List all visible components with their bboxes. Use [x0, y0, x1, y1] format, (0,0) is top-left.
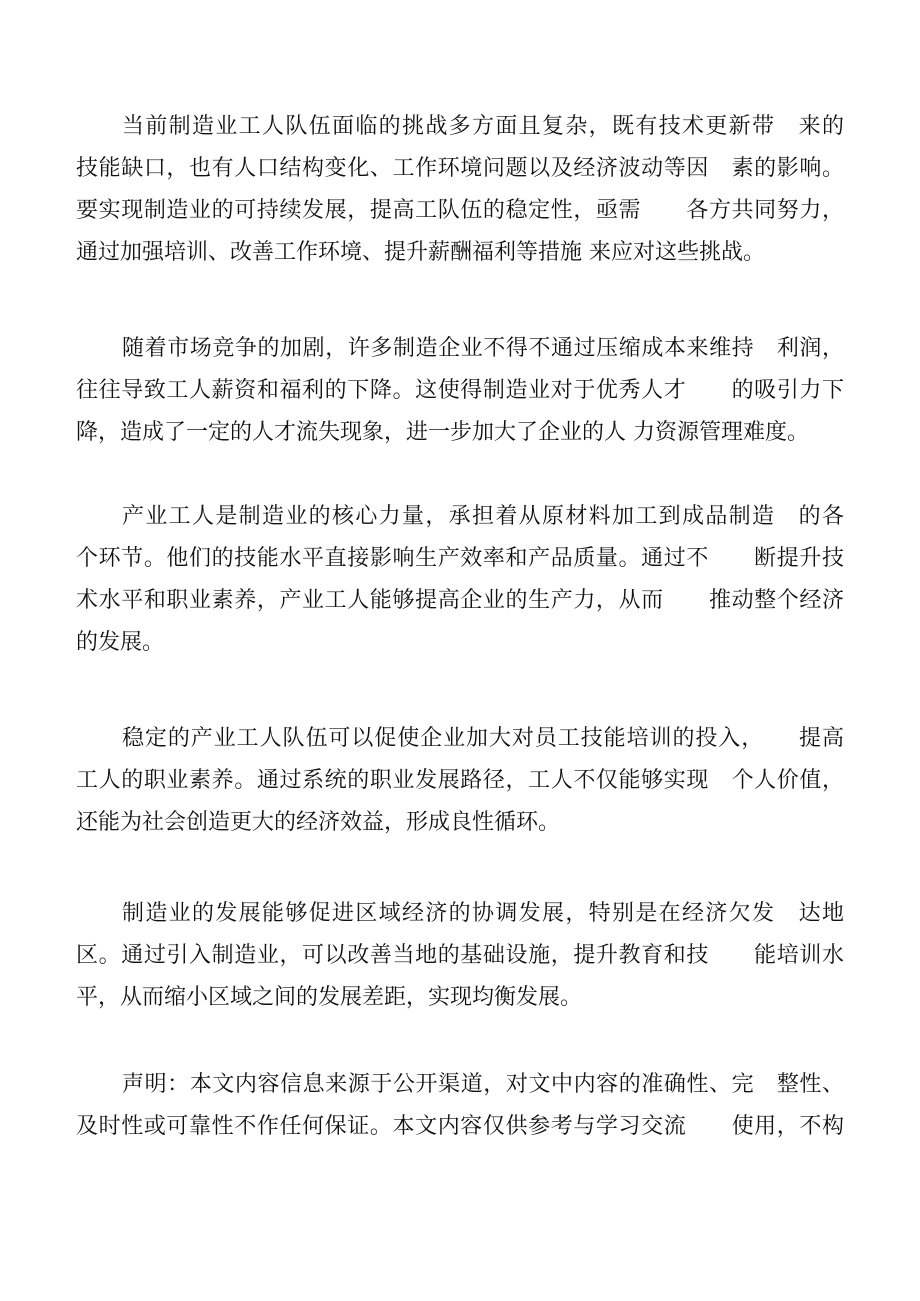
text-line: 平，从而缩小区域之间的发展差距，实现均衡发展。 — [76, 985, 583, 1010]
text-line: 制造业的发展能够促进区域经济的协调发展，特别是在经济欠发 达地 — [122, 901, 844, 926]
paragraph-regional-development — [76, 893, 844, 1019]
text-line: 往往导致工人薪资和福利的下降。这使得制造业对于优秀人才 的吸引力下 — [76, 378, 844, 403]
text-line: 通过加强培训、改善工作环境、提升薪酬福利等措施 来应对这些挑战。 — [76, 240, 765, 265]
text-line: 技能缺口，也有人口结构变化、工作环境问题以及经济波动等因 素的影响。 — [76, 156, 844, 181]
text-line: 区。通过引入制造业，可以改善当地的基础设施，提升教育和技 能培训水 — [76, 943, 844, 968]
paragraph-workforce-challenges — [76, 106, 844, 274]
text-line: 个环节。他们的技能水平直接影响生产效率和产品质量。通过不 断提升技 — [76, 546, 844, 571]
text-line: 的发展。 — [76, 630, 165, 655]
text-line: 及时性或可靠性不作任何保证。本文内容仅供参考与学习交流 使用，不构 — [76, 1114, 844, 1139]
text-line: 还能为社会创造更大的经济效益，形成良性循环。 — [76, 810, 561, 835]
text-line: 声明：本文内容信息来源于公开渠道，对文中内容的准确性、完 整性、 — [122, 1072, 844, 1097]
text-line: 随着市场竞争的加剧，许多制造企业不得不通过压缩成本来维持 利润， — [122, 336, 844, 361]
text-line: 工人的职业素养。通过系统的职业发展路径，工人不仅能够实现 个人价值， — [76, 768, 844, 793]
paragraph-core-workforce — [76, 496, 844, 664]
text-line: 稳定的产业工人队伍可以促使企业加大对员工技能培训的投入， 提高 — [122, 726, 844, 751]
text-line: 要实现制造业的可持续发展，提高工队伍的稳定性，亟需 各方共同努力， — [76, 198, 844, 223]
text-line: 降，造成了一定的人才流失现象，进一步加大了企业的人 力资源管理难度。 — [76, 420, 809, 445]
paragraph-market-competition — [76, 328, 844, 454]
paragraph-disclaimer — [76, 1064, 844, 1148]
paragraph-stable-workforce — [76, 718, 844, 844]
text-line: 产业工人是制造业的核心力量，承担着从原材料加工到成品制造 的各 — [122, 504, 844, 529]
text-line: 当前制造业工人队伍面临的挑战多方面且复杂，既有技术更新带 来的 — [122, 114, 844, 139]
text-line: 术水平和职业素养，产业工人能够提高企业的生产力，从而 推动整个经济 — [76, 588, 844, 613]
